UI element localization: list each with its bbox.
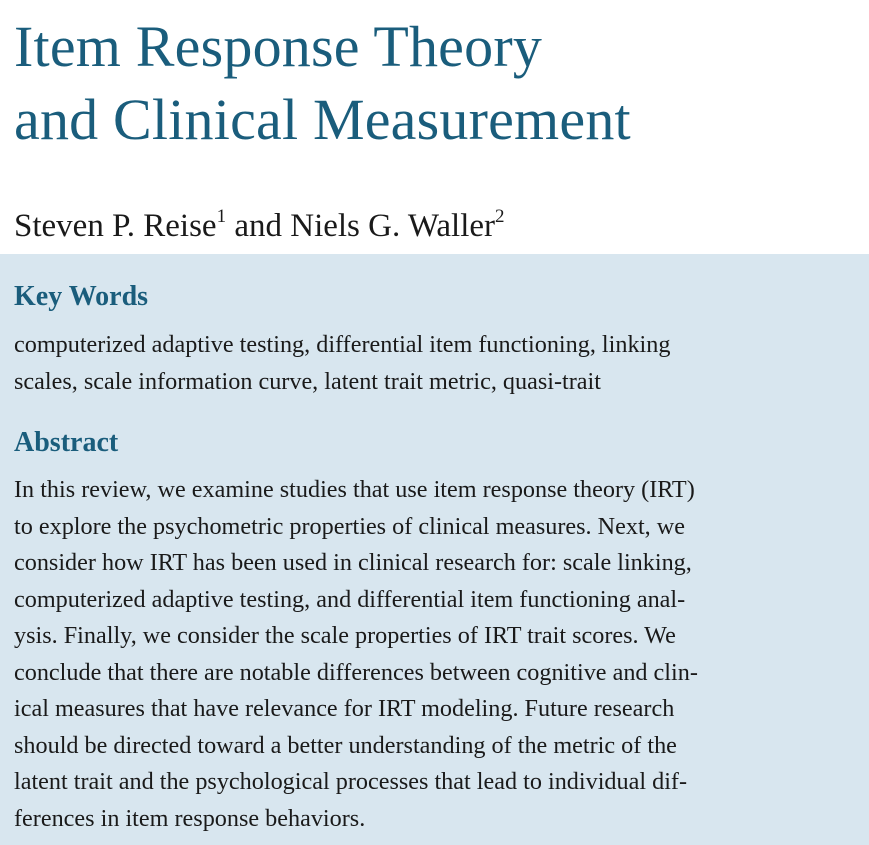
title-line: Item Response Theory: [14, 14, 543, 79]
abstract-panel: [0, 254, 869, 845]
abstract-line: In this review, we examine studies that use item response theory (IRT): [14, 476, 695, 503]
keywords-text: [14, 327, 670, 400]
abstract-line: should be directed toward a better understanding of the metric of the: [14, 731, 677, 759]
title-line: and Clinical Measurement: [14, 87, 631, 152]
affiliation-marker: 1: [216, 206, 227, 227]
abstract-text: [14, 472, 698, 837]
keywords-line: scales, scale information curve, latent trait metric, quasi-trait: [14, 367, 601, 395]
author-name: Steven P. Reise: [14, 208, 217, 244]
abstract-line: computerized adaptive testing, and differential item functioning anal-: [14, 585, 686, 613]
author-name: Niels G. Waller: [290, 208, 496, 244]
article-title: [14, 10, 631, 156]
author-conjunction: and: [234, 208, 282, 244]
keywords-line: computerized adaptive testing, differential item functioning, linking: [14, 331, 671, 358]
keywords-heading: Key Words: [14, 281, 149, 312]
author-list: [14, 206, 505, 246]
abstract-line: ysis. Finally, we consider the scale properties of IRT trait scores. We: [14, 622, 676, 649]
abstract-heading: Abstract: [14, 427, 119, 458]
abstract-line: ical measures that have relevance for IRT modeling. Future research: [14, 695, 675, 722]
affiliation-marker: 2: [495, 206, 505, 227]
abstract-line: latent trait and the psychological processes that lead to individual dif-: [14, 768, 688, 795]
abstract-line: ferences in item response behaviors.: [14, 804, 366, 832]
abstract-line: conclude that there are notable differences between cognitive and clin-: [14, 658, 698, 686]
abstract-line: consider how IRT has been used in clinical research for: scale linking,: [14, 549, 692, 576]
abstract-line: to explore the psychometric properties of clinical measures. Next, we: [14, 512, 685, 540]
